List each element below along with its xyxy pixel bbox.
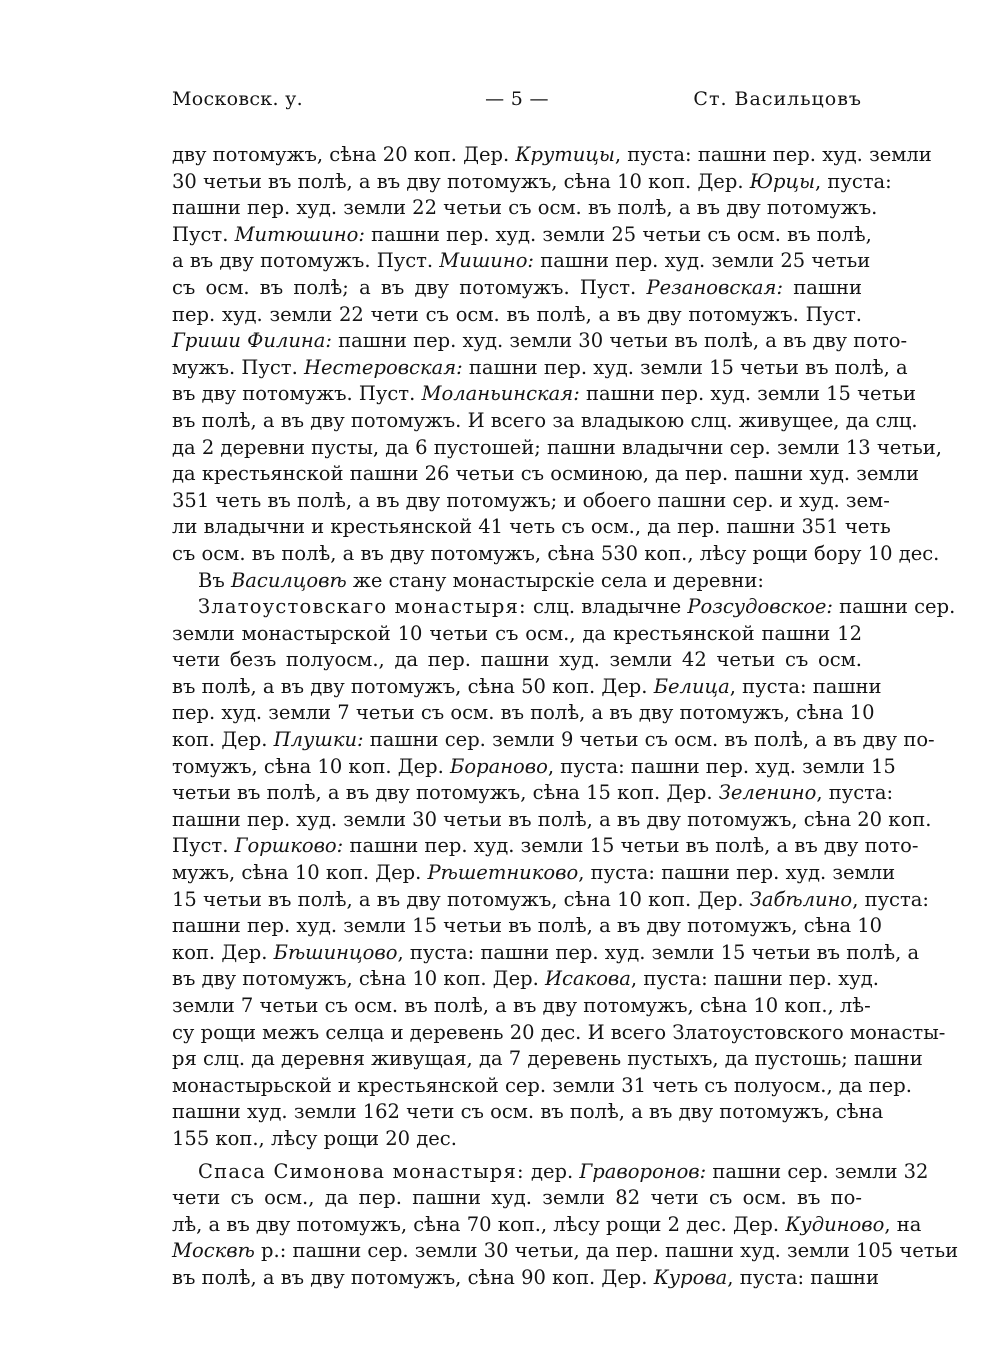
place-name: Митюшино: <box>234 222 365 246</box>
text-run: пашни пер. худ. земли 22 четьи съ осм. въ полѣ, а въ дву потомужъ. <box>172 196 878 220</box>
text-run: земли монастырской 10 четьи съ осм., да крестьянской пашни 12 <box>172 621 862 645</box>
text-run: въ дву потомужъ. Пуст. <box>172 382 422 406</box>
text-run: , пуста: пашни пер. худ. <box>630 967 879 991</box>
text-line <box>172 860 896 887</box>
text-run: пашни сер. земли 9 четьи съ осм. въ полѣ, а въ дву по- <box>363 728 935 752</box>
text-run: пашни пер. худ. земли 30 четьи въ полѣ, а въ дву пото- <box>331 329 908 353</box>
place-name: Резановская: <box>646 275 784 299</box>
text-run: 15 четьи въ полѣ, а въ дву потомужъ, сѣна 10 коп. Дер. <box>172 887 750 911</box>
monastery-name: Златоустовскаго монастыря: <box>198 595 527 619</box>
text-line <box>172 1212 922 1239</box>
place-name: Рѣшетниково <box>427 861 579 885</box>
text-line <box>172 594 956 621</box>
place-name: Кудиново <box>785 1212 885 1236</box>
text-line <box>172 807 932 834</box>
text-line <box>172 993 871 1020</box>
text-line <box>172 727 935 754</box>
text-line <box>172 142 932 169</box>
section-heading <box>172 568 862 595</box>
text-run: съ осм. въ полѣ; а въ дву потомужъ. Пуст. <box>172 275 647 299</box>
place-name: Василцовѣ <box>230 568 347 592</box>
place-name: Мишино: <box>439 249 535 273</box>
text-run: въ полѣ, а въ дву потомужъ. И всего за владыкою слц. живущее, да слц. <box>172 408 918 432</box>
text-run: въ полѣ, а въ дву потомужъ, сѣна 50 коп. Дер. <box>172 674 654 698</box>
text-run: монастырьской и крестьянской сер. земли 31 четь съ полуосм., да пер. <box>172 1073 912 1097</box>
text-run: въ полѣ, а въ дву потомужъ, сѣна 90 коп. Дер. <box>172 1265 654 1289</box>
text-line <box>172 248 871 275</box>
text-line <box>172 568 862 595</box>
text-run: мужъ, сѣна 10 коп. Дер. <box>172 861 428 885</box>
place-name: Бораново <box>450 754 548 778</box>
text-line <box>172 647 862 674</box>
place-name: Исакова <box>545 967 631 991</box>
text-run: пашни сер. <box>832 595 956 619</box>
text-run: а въ дву потомужъ. Пуст. <box>172 249 440 273</box>
text-run: 351 четь въ полѣ, а въ дву потомужъ; и обоего пашни сер. и худ. зем- <box>172 488 890 512</box>
place-name: Москвѣ <box>172 1239 255 1263</box>
text-run: лѣ, а въ дву потомужъ, сѣна 70 коп., лѣсу рощи 2 дес. Дер. <box>172 1212 786 1236</box>
header-section: Ст. Васильцовъ <box>693 88 862 110</box>
text-run: пашни сер. земли 32 <box>706 1159 929 1183</box>
text-line <box>172 780 894 807</box>
text-line <box>172 1185 862 1212</box>
text-line <box>172 381 916 408</box>
text-run: да 2 деревни пусты, да 6 пустошей; пашни владычни сер. земли 13 четьи, <box>172 435 942 459</box>
text-line <box>172 833 919 860</box>
text-run: чети съ осм., да пер. пашни худ. земли 82 чети съ осм. въ по- <box>172 1186 862 1210</box>
paragraph-zlatoust-monastery <box>172 594 956 1152</box>
place-name: Гриши Филина: <box>172 329 332 353</box>
text-run: мужъ. Пуст. <box>172 355 304 379</box>
text-line <box>172 355 908 382</box>
text-run: съ осм. въ полѣ, а въ дву потомужъ, сѣна 530 коп., лѣсу рощи бору 10 дес. <box>172 541 940 565</box>
text-line <box>172 1073 912 1100</box>
text-run: слц. владычне <box>526 595 688 619</box>
text-run: пашни <box>783 275 862 299</box>
text-run: р.: пашни сер. земли 30 четьи, да пер. пашни худ. земли 105 четьи <box>254 1239 959 1263</box>
text-run: , пуста: пашни пер. худ. земли <box>578 861 896 885</box>
text-run: пер. худ. земли 22 чети съ осм. въ полѣ, а въ дву потомужъ. Пуст. <box>172 302 862 326</box>
text-line <box>172 169 892 196</box>
place-name: Курова <box>653 1265 728 1289</box>
text-run: пашни пер. худ. земли 15 четьи въ полѣ, а въ дву пото- <box>343 834 919 858</box>
text-run: дву потомужъ, сѣна 20 коп. Дер. <box>172 143 516 166</box>
text-run: да крестьянской пашни 26 четьи съ осминою, да пер. пашни худ. земли <box>172 462 919 486</box>
text-line <box>172 408 918 435</box>
place-name: Горшково: <box>234 834 344 858</box>
place-name: Моланьинская: <box>421 382 580 406</box>
place-name: Розсудовское: <box>687 595 833 619</box>
text-run: 30 четьи въ полѣ, а въ дву потомужъ, сѣна 10 коп. Дер. <box>172 169 750 193</box>
page-body <box>172 142 959 1292</box>
text-run: четьи въ полѣ, а въ дву потомужъ, сѣна 15 коп. Дер. <box>172 781 719 805</box>
text-line <box>172 1238 959 1265</box>
text-run: , пуста: пашни пер. худ. земли <box>614 143 932 166</box>
place-name: Зеленино <box>718 781 817 805</box>
text-line <box>172 674 882 701</box>
text-line <box>172 435 942 462</box>
text-line <box>172 913 883 940</box>
text-run: пер. худ. земли 7 четьи съ осм. въ полѣ, а въ дву потомужъ, сѣна 10 <box>172 701 875 725</box>
text-line <box>172 1099 884 1126</box>
text-line <box>172 1265 880 1292</box>
text-run: , пуста: пашни <box>729 674 882 698</box>
place-name: Юрцы <box>749 169 815 193</box>
text-line <box>172 302 862 329</box>
text-line <box>172 1126 862 1153</box>
text-run: пашни пер. худ. земли 30 четьи въ полѣ, а въ дву потомужъ, сѣна 20 коп. <box>172 807 932 831</box>
place-name: Граворонов: <box>579 1159 707 1183</box>
text-line <box>172 328 908 355</box>
text-run: въ дву потомужъ, сѣна 10 коп. Дер. <box>172 967 545 991</box>
text-line <box>172 1020 946 1047</box>
text-run: су рощи межъ селца и деревень 20 дес. И всего Златоустовского монасты- <box>172 1020 946 1044</box>
text-run: же стану монастырскіе села и деревни: <box>346 568 764 592</box>
text-run: пашни пер. худ. земли 25 четьи съ осм. въ полѣ, <box>364 222 872 246</box>
place-name: Нестеровская: <box>303 355 463 379</box>
text-line <box>172 275 862 302</box>
header-district: Московск. у. <box>172 88 303 110</box>
text-line <box>172 1159 929 1186</box>
text-line <box>172 195 878 222</box>
text-run: , пуста: пашни пер. худ. земли 15 <box>547 754 896 778</box>
text-line <box>172 461 919 488</box>
text-run: коп. Дер. <box>172 940 274 964</box>
text-run: пашни худ. земли 162 чети съ осм. въ полѣ, а въ дву потомужъ, сѣна <box>172 1100 884 1124</box>
text-run: , пуста: пашни пер. худ. земли 15 четьи въ полѣ, а <box>397 940 920 964</box>
place-name: Крутицы <box>515 143 615 166</box>
text-run: , пуста: <box>814 169 892 193</box>
paragraph-bishop-lands <box>172 142 942 568</box>
page-header <box>172 88 862 122</box>
text-run: коп. Дер. <box>172 728 274 752</box>
text-run: Пуст. <box>172 222 235 246</box>
text-line <box>172 222 872 249</box>
monastery-name: Спаса Симонова монастыря: <box>198 1159 525 1183</box>
text-run: ли владычни и крестьянской 41 четь съ осм., да пер. пашни 351 четь <box>172 515 891 539</box>
text-run: пашни пер. худ. земли 15 четьи <box>579 382 916 406</box>
page-number: — 5 — <box>485 88 549 110</box>
text-line <box>172 966 879 993</box>
text-run: чети безъ полуосм., да пер. пашни худ. земли 42 четьи съ осм. <box>172 648 862 672</box>
text-run: , пуста: <box>852 887 929 911</box>
text-run: , пуста: пашни <box>727 1265 880 1289</box>
text-line <box>172 887 929 914</box>
place-name: Белица <box>653 674 730 698</box>
paragraph-simonov-monastery <box>172 1159 959 1292</box>
text-run: ря слц. да деревня живущая, да 7 деревень пустыхъ, да пустошь; пашни <box>172 1047 923 1071</box>
text-line <box>172 700 875 727</box>
text-run: томужъ, сѣна 10 коп. Дер. <box>172 754 451 778</box>
text-run: 155 коп., лѣсу рощи 20 дес. <box>172 1126 457 1150</box>
text-line <box>172 940 920 967</box>
text-run: Въ <box>198 568 231 592</box>
place-name: Бѣшинцово <box>273 940 398 964</box>
text-run: , на <box>884 1212 922 1236</box>
text-run: пашни пер. худ. земли 15 четьи въ полѣ, а <box>462 355 908 379</box>
text-line <box>172 754 896 781</box>
text-line <box>172 488 890 515</box>
text-run: пашни пер. худ. земли 25 четьи <box>534 249 871 273</box>
text-run: земли 7 четьи съ осм. въ полѣ, а въ дву потомужъ, сѣна 10 коп., лѣ- <box>172 994 871 1017</box>
text-run: Пуст. <box>172 834 235 858</box>
text-run: дер. <box>524 1159 580 1183</box>
text-run: , пуста: <box>816 781 894 805</box>
text-run: пашни пер. худ. земли 15 четьи въ полѣ, а въ дву потомужъ, сѣна 10 <box>172 914 883 938</box>
text-line <box>172 621 862 648</box>
text-line <box>172 514 891 541</box>
place-name: Забѣлино <box>749 887 853 911</box>
text-line <box>172 541 940 568</box>
text-line <box>172 1046 923 1073</box>
place-name: Плушки: <box>273 728 364 752</box>
